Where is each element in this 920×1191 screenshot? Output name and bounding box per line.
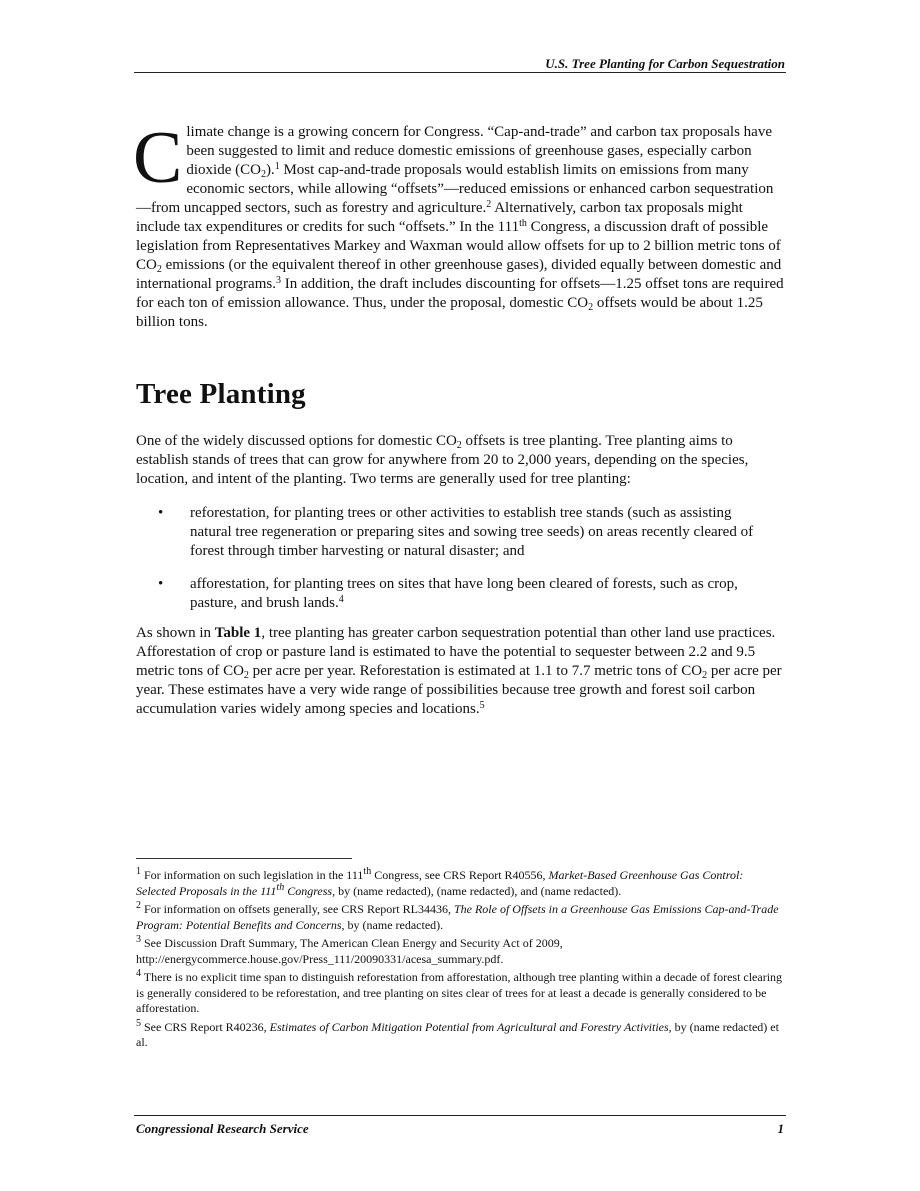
list-item: • afforestation, for planting trees on sites that have long been cleared of forests, such as crop, pasture, and brush lands.$^4$ (158, 576, 738, 611)
footer-publisher: Congressional Research Service (136, 1121, 309, 1136)
footnote-5: $^5$ See CRS Report R40236, Estimates of Carbon Mitigation Potential from Agricultural and Forestry Activities, by (name redacted) et al. (136, 1017, 779, 1049)
bullet-icon: • (158, 505, 164, 521)
footnotes (136, 868, 786, 1054)
footnote-separator (136, 858, 352, 859)
running-header-title: U.S. Tree Planting for Carbon Sequestration (545, 56, 785, 71)
section-heading: Tree Planting (136, 378, 306, 410)
footnote-ref-3: 3 (275, 275, 281, 286)
footnote-2: $^2$ For information on offsets generally, see CRS Report RL34436, The Role of Offsets in a Greenhouse Gas Emissions Cap-and-Trade Program: Potential Benefits and Concerns, by (name redacted). (136, 900, 779, 932)
footnote-3: $^3$ See Discussion Draft Summary, The American Clean Energy and Security Act of 2009, http://energycommerce.house.gov/Press_111/20090331/acesa_summary.pdf. (136, 934, 563, 966)
section-paragraph-2: As shown in Table 1, tree planting has greater carbon sequestration potential than other land use practices. Afforestation of crop or pasture land is estimated to have the potential to sequester between 2.2 and 9.5 metric tons of $CO_2$ per acre per year. Reforestation is estimated at 1.1 to 7.7 metric tons of $CO_2$ per acre per year. These estimates have a very wide range of possibilities because tree growth and forest soil carbon accumulation varies widely among species and locations.$^5$ (136, 625, 782, 717)
list-item: • reforestation, for planting trees or other activities to establish tree stands (such as assisting natural tree regeneration or preparing sites and sowing tree seeds) on areas recently cleared of forest through timber harvesting or natural disaster; and (158, 505, 754, 559)
footnote-3-url: http://energycommerce.house.gov/Press_111/20090331/acesa_summary.pdf. (136, 951, 504, 966)
footnote-ref-1: 1 (274, 161, 280, 172)
section-paragraph-1: One of the widely discussed options for domestic $CO_2$ offsets is tree planting. Tree planting aims to establish stands of trees that can grow for anywhere from 20 to 2,000 years, depending on the species, location, and intent of the planting. Two terms are generally used for tree planting: (136, 433, 749, 487)
drop-cap: C (133, 117, 183, 199)
tree-planting-terms-list (136, 504, 756, 627)
header-rule (134, 72, 786, 73)
footnote-ref-5: 5 (479, 700, 485, 711)
footnote-ref-2: 2 (486, 199, 492, 210)
bullet-icon: • (158, 576, 164, 592)
page-number: 1 (777, 1121, 784, 1136)
intro-paragraph: Climate change is a growing concern for Congress. “Cap-and-trade” and carbon tax proposals have been suggested to limit and reduce domestic emissions of greenhouse gases, especially carbon dioxide $(CO_2).^1$ Most cap-and-trade proposals would establish limits on emissions from many economic sectors, while allowing “offsets”—reduced emissions or enhanced carbon sequestration—from uncapped sectors, such as forestry and agriculture.$^2$ Alternatively, carbon tax proposals might include tax expenditures or credits for such “offsets.” In the 111th Congress, a discussion draft of possible legislation from Representatives Markey and Waxman would allow offsets for up to 2 billion metric tons of $CO_2$ emissions (or the equivalent thereof in other greenhouse gases), divided equally between domestic and international programs.$^3$ In addition, the draft includes discounting for offsets—1.25 offset tons are required for each ton of emission allowance. Thus, under the proposal, domestic $CO_2$ offsets would be about 1.25 billion tons. (133, 117, 784, 330)
table-reference: Table 1 (214, 625, 262, 641)
footnote-1: $^1$ For information on such legislation in the 111th Congress, see CRS Report R40556, Market-Based Greenhouse Gas Control: Selected Proposals in the 111th Congress, by (name redacted), (name redacted), and (name redacted). (136, 866, 744, 898)
footnote-ref-4: 4 (338, 594, 344, 605)
footnote-4: $^4$ There is no explicit time span to distinguish reforestation from afforestation, although tree planting within a decade of forest clearing is generally considered to be reforestation, and tree planting on sites clear of trees for at least a decade is generally considered to be afforestation. (136, 968, 783, 1015)
footer-rule (134, 1115, 786, 1116)
